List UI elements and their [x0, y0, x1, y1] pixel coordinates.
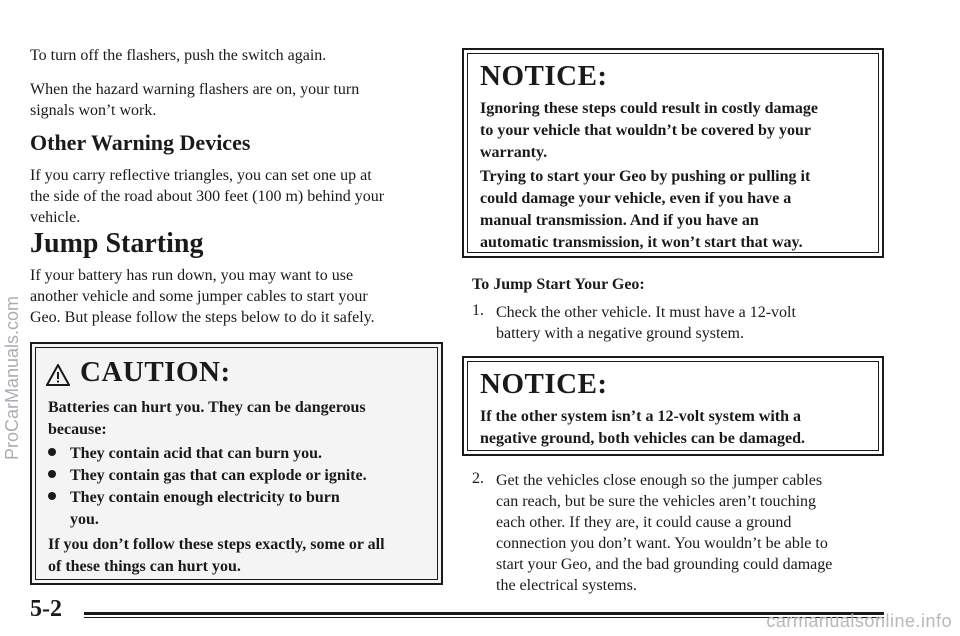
notice-2-line-2: negative ground, both vehicles can be damaged.: [480, 430, 806, 447]
triangles-text-1: If you carry reflective triangles, you can set one up at: [30, 167, 372, 184]
jump-start-subheading: To Jump Start Your Geo:: [472, 276, 645, 293]
jump-intro-text-1: If your battery has run down, you may want to use: [30, 267, 354, 284]
caution-outro-2: of these things can hurt you.: [48, 558, 241, 575]
bottom-watermark[interactable]: carmanualsonline.info: [766, 611, 952, 631]
jump-intro-text-2: another vehicle and some jumper cables to start your: [30, 288, 368, 305]
step-2-line-4: connection you don’t want. You wouldn’t be able to: [496, 535, 828, 552]
step-2-line-6: the electrical systems.: [496, 577, 637, 594]
notice-1-p2-1: Trying to start your Geo by pushing or pulling it: [480, 168, 811, 185]
triangles-text-2: the side of the road about 300 feet (100 m) behind your: [30, 188, 385, 205]
notice-2-line-1: If the other system isn’t a 12-volt system with a: [480, 408, 801, 425]
step-2-line-5: start your Geo, and the bad grounding could damage: [496, 556, 833, 573]
flasher-warning-text-2: signals won’t work.: [30, 102, 157, 119]
footer-rule: [84, 612, 884, 615]
step-1-number: 1.: [472, 302, 484, 319]
step-2-line-3: each other. If they are, it could cause a ground: [496, 514, 792, 531]
notice-2-title: NOTICE:: [480, 368, 608, 400]
caution-title: CAUTION:: [80, 356, 231, 388]
bullet-dot-icon: [48, 470, 56, 478]
heading-other-warning-devices: Other Warning Devices: [30, 130, 251, 155]
notice-1-p1-2: to your vehicle that wouldn’t be covered by your: [480, 122, 811, 139]
caution-outro-1: If you don’t follow these steps exactly, some or all: [48, 536, 385, 553]
notice-1-p2-3: manual transmission. And if you have an: [480, 212, 759, 229]
heading-jump-starting: Jump Starting: [30, 228, 204, 259]
caution-bullet-1: They contain acid that can burn you.: [48, 443, 322, 465]
side-watermark: ProCarManuals.com: [2, 295, 22, 460]
warning-triangle-icon: [46, 364, 70, 386]
page-number: 5-2: [30, 596, 62, 622]
caution-bullet-2: They contain gas that can explode or ignite.: [48, 465, 367, 487]
caution-bullet-3: They contain enough electricity to burn: [48, 487, 340, 509]
triangles-text-3: vehicle.: [30, 209, 81, 226]
notice-1-p2-4: automatic transmission, it won’t start that way.: [480, 234, 803, 251]
notice-1-p2-2: could damage your vehicle, even if you have a: [480, 190, 792, 207]
bullet-dot-icon: [48, 448, 56, 456]
step-1-line-1: Check the other vehicle. It must have a 12-volt: [496, 304, 796, 321]
step-1-line-2: battery with a negative ground system.: [496, 325, 744, 342]
caution-box: [30, 342, 443, 585]
flasher-warning-text-1: When the hazard warning flashers are on, your turn: [30, 81, 360, 98]
flasher-off-text: To turn off the flashers, push the switch again.: [30, 47, 327, 64]
jump-intro-text-3: Geo. But please follow the steps below to do it safely.: [30, 309, 375, 326]
step-2-line-1: Get the vehicles close enough so the jumper cables: [496, 472, 823, 489]
bullet-dot-icon: [48, 492, 56, 500]
notice-box-2: [462, 356, 884, 456]
notice-1-title: NOTICE:: [480, 60, 608, 92]
notice-box-1: [462, 48, 884, 258]
caution-intro-1: Batteries can hurt you. They can be dangerous: [48, 399, 366, 416]
caution-intro-2: because:: [48, 421, 107, 438]
caution-bullet-3-cont: you.: [70, 511, 99, 528]
notice-1-p1-3: warranty.: [480, 144, 548, 161]
step-2-number: 2.: [472, 470, 484, 487]
notice-1-p1-1: Ignoring these steps could result in costly damage: [480, 100, 818, 117]
step-2-line-2: can reach, but be sure the vehicles aren’t touching: [496, 493, 817, 510]
footer-rule-thin: [84, 617, 884, 618]
